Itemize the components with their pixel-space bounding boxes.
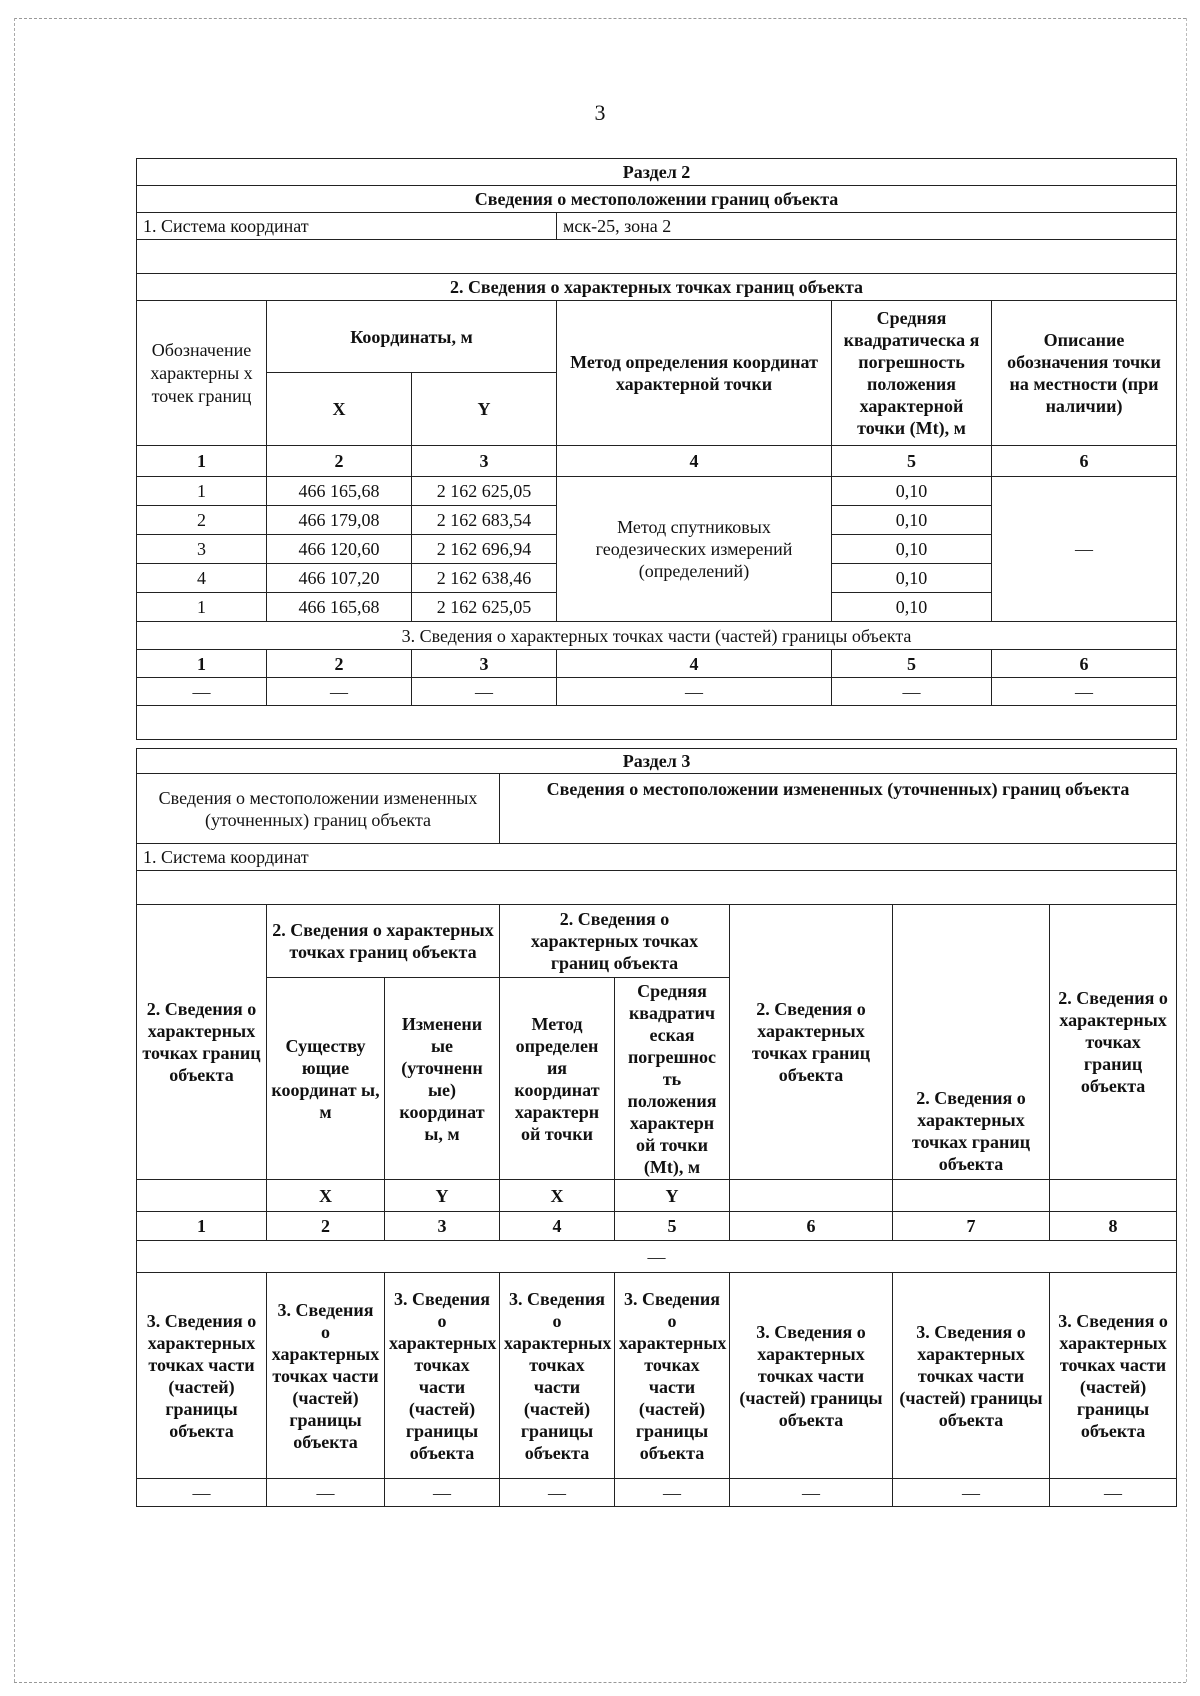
header-coordinates: Координаты, м: [267, 301, 557, 373]
method-value: Метод спутниковых геодезических измерений (определений): [557, 477, 832, 622]
section3-coord-system-label: 1. Система координат: [137, 844, 1177, 871]
point-mt: 0,10: [832, 477, 992, 506]
s3-header-group-b: 2. Сведения о характерных точках границ объекта: [500, 905, 730, 978]
s3-error: Средняя квадратич еская погрешнос ть положения характерн ой точки (Mt), м: [615, 978, 730, 1180]
s3-parts-header: 3. Сведения о характерных точках части (частей) границы объекта: [267, 1273, 385, 1479]
header-designation: Обозначение характерны х точек границ: [137, 301, 267, 446]
header-description: Описание обозначения точки на местности (при наличии): [992, 301, 1177, 446]
dash-cell: —: [832, 678, 992, 706]
table-row: [137, 477, 1177, 506]
dash-cell: —: [992, 678, 1177, 706]
col-number: 6: [730, 1212, 893, 1241]
dash-cell: —: [137, 1479, 267, 1507]
empty-cell: [137, 1180, 267, 1212]
description-value: —: [992, 477, 1177, 622]
point-id: 1: [137, 593, 267, 622]
col-number: 5: [832, 446, 992, 477]
page-number: 3: [594, 100, 606, 125]
point-x: 466 179,08: [267, 506, 412, 535]
scan-border-left: [14, 18, 15, 1682]
dash-cell: —: [893, 1479, 1050, 1507]
parts-title: 3. Сведения о характерных точках части (частей) границы объекта: [137, 622, 1177, 650]
coord-system-value: мск-25, зона 2: [557, 213, 1177, 240]
point-mt: 0,10: [832, 593, 992, 622]
col-number: 4: [557, 650, 832, 678]
axis-label: X: [500, 1180, 615, 1212]
s3-parts-header: 3. Сведения о характерных точках части (частей) границы объекта: [1050, 1273, 1177, 1479]
col-number: 3: [412, 446, 557, 477]
empty-cell: [1050, 1180, 1177, 1212]
col-number: 1: [137, 650, 267, 678]
section2-table: [136, 158, 1177, 740]
dash-row: —: [137, 1241, 1177, 1273]
point-x: 466 165,68: [267, 477, 412, 506]
point-y: 2 162 625,05: [412, 477, 557, 506]
point-x: 466 107,20: [267, 564, 412, 593]
dash-cell: —: [557, 678, 832, 706]
dash-cell: —: [1050, 1479, 1177, 1507]
section3-table: [136, 748, 1177, 1507]
col-number: 2: [267, 446, 412, 477]
s3-parts-header: 3. Сведения о характерных точках части (частей) границы объекта: [137, 1273, 267, 1479]
col-number: 1: [137, 446, 267, 477]
dash-cell: —: [267, 1479, 385, 1507]
scan-border-bottom: [14, 1682, 1186, 1683]
s3-header-col8: 2. Сведения о характерных точках границ объекта: [1050, 905, 1177, 1180]
col-number: 7: [893, 1212, 1050, 1241]
s3-parts-header: 3. Сведения о характерных точках части (частей) границы объекта: [500, 1273, 615, 1479]
header-y: Y: [412, 373, 557, 446]
point-mt: 0,10: [832, 506, 992, 535]
points-title: 2. Сведения о характерных точках границ объекта: [137, 274, 1177, 301]
col-number: 8: [1050, 1212, 1177, 1241]
axis-label: Y: [385, 1180, 500, 1212]
dash-cell: —: [385, 1479, 500, 1507]
col-number: 6: [992, 650, 1177, 678]
dash-cell: —: [137, 678, 267, 706]
s3-header-col6: 2. Сведения о характерных точках границ объекта: [730, 905, 893, 1180]
point-mt: 0,10: [832, 564, 992, 593]
s3-header-group-a: 2. Сведения о характерных точках границ объекта: [267, 905, 500, 978]
coord-system-label: 1. Система координат: [137, 213, 557, 240]
axis-label: X: [267, 1180, 385, 1212]
empty-row: [137, 240, 1177, 274]
s3-parts-header: 3. Сведения о характерных точках части (частей) границы объекта: [893, 1273, 1050, 1479]
point-id: 2: [137, 506, 267, 535]
s3-parts-header: 3. Сведения о характерных точках части (частей) границы объекта: [385, 1273, 500, 1479]
point-y: 2 162 625,05: [412, 593, 557, 622]
col-number: 2: [267, 1212, 385, 1241]
point-id: 1: [137, 477, 267, 506]
col-number: 5: [832, 650, 992, 678]
scan-border-right: [1186, 18, 1187, 1682]
s3-changed-coords: Изменени ые (уточненн ые) координат ы, м: [385, 978, 500, 1180]
s3-parts-header: 3. Сведения о характерных точках части (частей) границы объекта: [730, 1273, 893, 1479]
table-row: [137, 1479, 1177, 1507]
col-number: 4: [500, 1212, 615, 1241]
dash-cell: —: [730, 1479, 893, 1507]
empty-row: [137, 706, 1177, 740]
header-x: X: [267, 373, 412, 446]
col-number: 3: [385, 1212, 500, 1241]
s3-parts-header: 3. Сведения о характерных точках части (частей) границы объекта: [615, 1273, 730, 1479]
section3-title: Раздел 3: [137, 749, 1177, 774]
point-y: 2 162 683,54: [412, 506, 557, 535]
point-y: 2 162 638,46: [412, 564, 557, 593]
section3-right-header: Сведения о местоположении измененных (уточненных) границ объекта: [500, 774, 1177, 844]
header-method: Метод определения координат характерной точки: [557, 301, 832, 446]
section2-title: Раздел 2: [137, 159, 1177, 186]
section2-subtitle: Сведения о местоположении границ объекта: [137, 186, 1177, 213]
point-mt: 0,10: [832, 535, 992, 564]
axis-label: Y: [615, 1180, 730, 1212]
empty-cell: [893, 1180, 1050, 1212]
col-number: 3: [412, 650, 557, 678]
col-number: 2: [267, 650, 412, 678]
s3-existing-coords: Существу ющие координат ы, м: [267, 978, 385, 1180]
section3-left-header: Сведения о местоположении измененных (уточненных) границ объекта: [137, 774, 500, 844]
col-number: 5: [615, 1212, 730, 1241]
scan-border-top: [14, 18, 1186, 19]
s3-header-col1: 2. Сведения о характерных точках границ объекта: [137, 905, 267, 1180]
point-x: 466 120,60: [267, 535, 412, 564]
point-id: 4: [137, 564, 267, 593]
col-number: 1: [137, 1212, 267, 1241]
empty-cell: [730, 1180, 893, 1212]
dash-cell: —: [500, 1479, 615, 1507]
point-x: 466 165,68: [267, 593, 412, 622]
empty-row: [137, 871, 1177, 905]
s3-header-col7: 2. Сведения о характерных точках границ объекта: [893, 905, 1050, 1180]
col-number: 4: [557, 446, 832, 477]
dash-cell: —: [615, 1479, 730, 1507]
col-number: 6: [992, 446, 1177, 477]
point-id: 3: [137, 535, 267, 564]
header-error: Средняя квадратическа я погрешность положения характерной точки (Mt), м: [832, 301, 992, 446]
dash-cell: —: [267, 678, 412, 706]
table-row: [137, 678, 1177, 706]
s3-method: Метод определен ия координат характерн ой точки: [500, 978, 615, 1180]
dash-cell: —: [412, 678, 557, 706]
point-y: 2 162 696,94: [412, 535, 557, 564]
